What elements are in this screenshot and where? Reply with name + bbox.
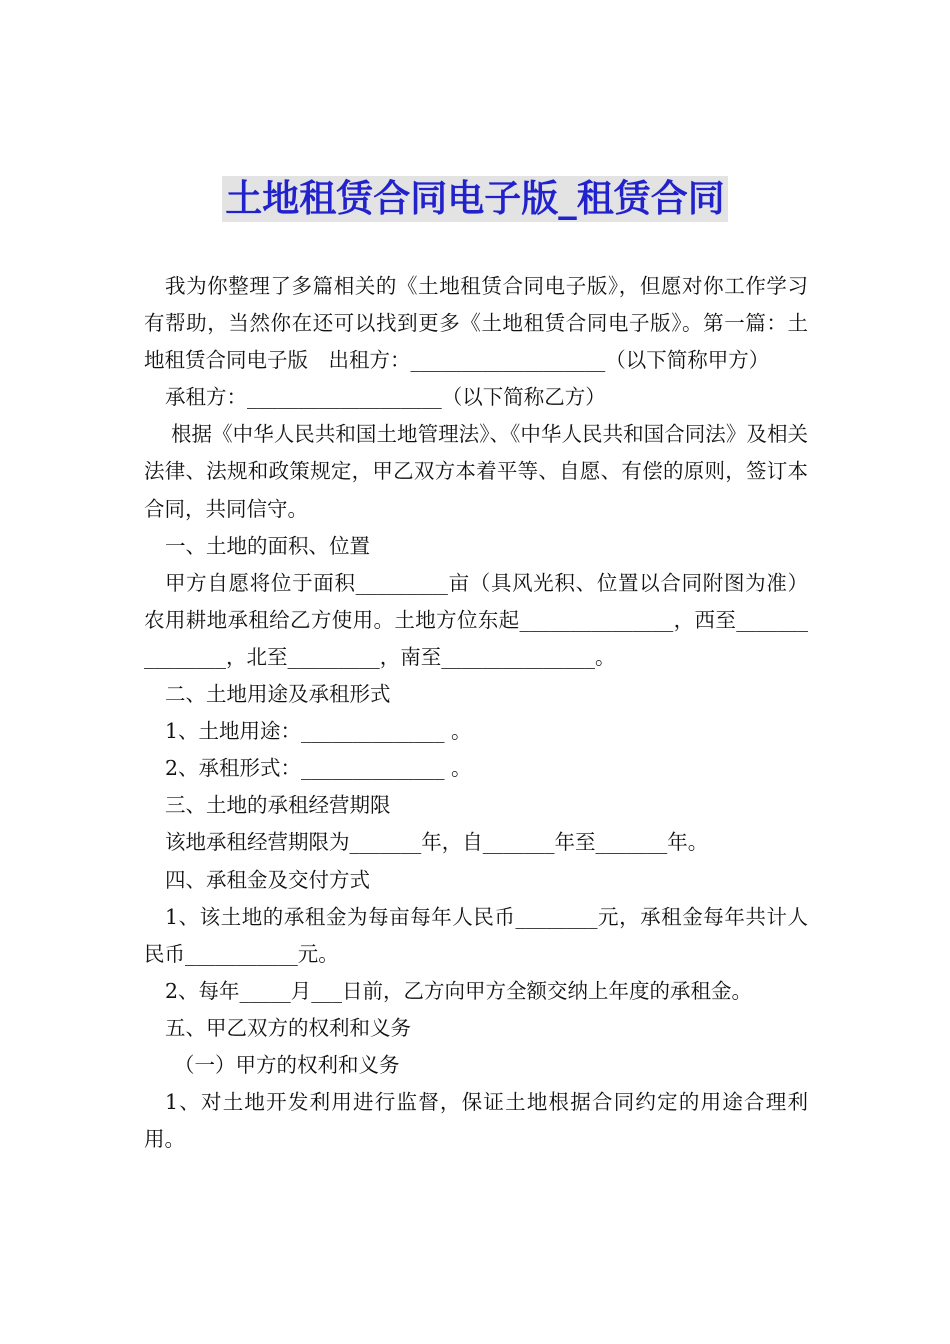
section-heading: 一、土地的面积、位置: [165, 533, 370, 558]
section-heading: 三、土地的承租经营期限: [165, 793, 391, 818]
section-heading: 二、土地用途及承租形式: [165, 682, 391, 707]
list-item: 1、该土地的承租金为每亩每年人民币________元，承租金每年共计人民币___________元。: [144, 904, 808, 966]
term-paragraph: 该地承租经营期限为_______年，自_______年至_______年。: [165, 830, 709, 855]
intro-paragraph: 我为你整理了多篇相关的《土地租赁合同电子版》，但愿对你工作学习有帮助，当然你在还可以找到更多《土地租赁合同电子版》。第一篇：土地租赁合同电子版 出租方：___________________（以下简称甲方）: [144, 274, 808, 373]
list-item: 1、对土地开发利用进行监督，保证土地根据合同约定的用途合理利用。: [144, 1090, 808, 1152]
document-body: [144, 268, 808, 1158]
section-heading: 五、甲乙双方的权利和义务: [165, 1015, 411, 1040]
subsection-heading: （一）甲方的权利和义务: [174, 1052, 400, 1077]
title-container: [0, 176, 950, 222]
section-heading: 四、承租金及交付方式: [165, 867, 370, 892]
document-title: 土地租赁合同电子版_租赁合同: [222, 176, 728, 222]
list-item: 2、每年_____月___日前，乙方向甲方全额交纳上年度的承租金。: [165, 978, 753, 1003]
land-location-paragraph: 甲方自愿将位于面积_________亩（具风光积、位置以合同附图为准）农用耕地承租给乙方使用。土地方位东起_______________，西至_______________，北至_________，南至_______________。: [144, 570, 808, 669]
list-item: 2、承租形式：______________ 。: [165, 756, 472, 781]
basis-paragraph: 根据《中华人民共和国土地管理法》、《中华人民共和国合同法》及相关法律、法规和政策规定，甲乙双方本着平等、自愿、有偿的原则，签订本合同，共同信守。: [144, 422, 808, 521]
lessee-paragraph: 承租方：___________________（以下简称乙方）: [165, 385, 606, 410]
list-item: 1、土地用途：______________ 。: [165, 719, 472, 744]
